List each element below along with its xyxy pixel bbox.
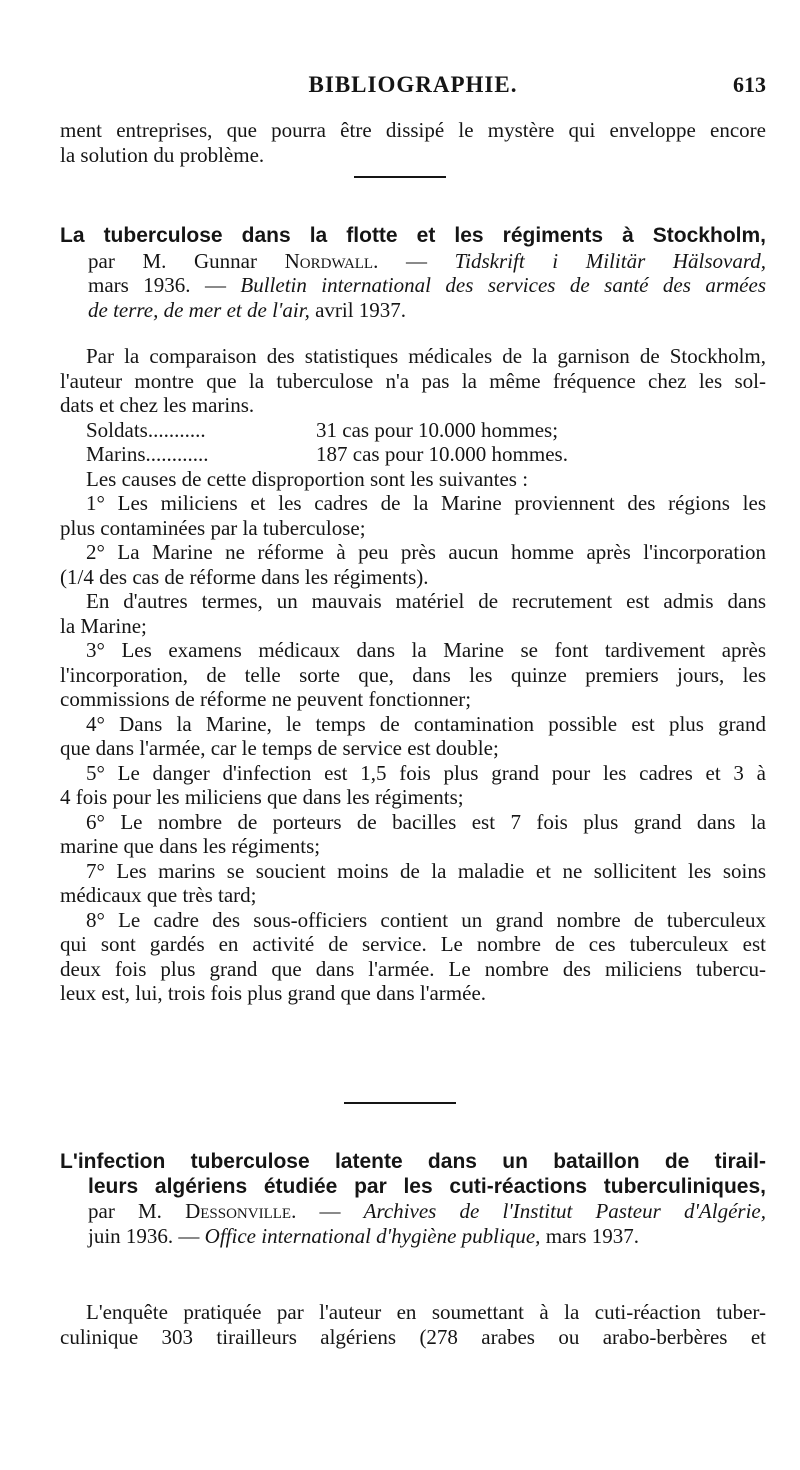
text-line: En d'autres termes, un mauvais matériel de recrutement est admis dans [86,589,766,613]
journal-title: Tidskrift i Militär Hälsovard, [454,248,767,273]
stat-label: Marins............ [86,442,209,466]
stat-label: Soldats........... [86,417,206,442]
text-line: 7° Les marins se soucient moins de la maladie et ne sollicitent les soins [86,858,766,883]
article-title: La tuberculose dans la flotte et les régiments à Stockholm, [60,224,766,247]
article-citation-line [60,1224,766,1249]
section-divider [344,1102,456,1104]
journal-title: de terre, de mer et de l'air, [88,297,310,322]
author-name: Nordwall [284,248,374,273]
journal-title: Office international d'hygiène publique, [204,1223,541,1248]
author-prefix: par M. [88,1199,186,1223]
article-citation-line [60,249,766,274]
stat-value: 31 cas pour 10.000 hommes; [316,417,559,442]
text-line: l'auteur montre que la tuberculose n'a pas la même fréquence chez les sol- [60,368,766,393]
text-line: qui sont gardés en activité de service. Le nombre de ces tuberculeux est [60,932,766,956]
text-line: culinique 303 tirailleurs algériens (278 arabes ou arabo-berbères et [60,1324,766,1349]
text-line: 4 fois pour les miliciens que dans les régiments; [60,785,464,809]
author-suffix: . — [373,248,455,273]
author-suffix: . — [291,1199,364,1223]
article-body [60,1300,766,1349]
text-line: 8° Le cadre des sous-officiers contient un grand nombre de tuberculeux [86,907,766,932]
text-line: la Marine; [60,613,147,638]
text-line: Les causes de cette disproportion sont les suivantes : [86,466,529,491]
citation-date: mars 1936. — [88,273,241,297]
text-line: médicaux que très tard; [60,883,257,907]
article-citation-line [60,1199,766,1224]
article-body [60,344,766,1006]
text-line: l'incorporation, de telle sorte que, dans les quinze premiers jours, les [60,662,766,687]
article-title: L'infection tuberculose latente dans un bataillon de tirail- [60,1150,766,1173]
journal-title: Archives de l'Institut Pasteur d'Algérie, [363,1199,766,1223]
running-header [60,72,766,102]
author-prefix: par M. Gunnar [88,248,285,273]
author-name: Dessonville [185,1199,292,1223]
intro-paragraph [60,118,766,167]
text-line: 1° Les miliciens et les cadres de la Marine proviennent des régions les [86,491,766,515]
article-citation-line [60,273,766,298]
text-line: 3° Les examens médicaux dans la Marine se font tardivement après [86,638,766,662]
text-line: plus contaminées par la tuberculose; [60,515,366,540]
text-line: marine que dans les régiments; [60,834,321,858]
journal-title: Bulletin international des services de santé des armées [240,273,766,297]
stat-value: 187 cas pour 10.000 hommes. [316,442,568,466]
text-line: deux fois plus grand que dans l'armée. Le nombre des miliciens tubercu- [60,956,766,981]
section-divider [354,176,446,178]
citation-date: juin 1936. — [88,1223,205,1248]
article-title: leurs algériens étudiée par les cuti-réactions tuberculiniques, [88,1174,766,1198]
text-line: Par la comparaison des statistiques médicales de la garnison de Stockholm, [86,344,766,368]
text-line: leux est, lui, trois fois plus grand que dans l'armée. [60,981,487,1005]
text-line: 4° Dans la Marine, le temps de contamination possible est plus grand [86,711,766,736]
text-line: 6° Le nombre de porteurs de bacilles est 7 fois plus grand dans la [86,809,766,834]
text-line: 2° La Marine ne réforme à peu près aucun homme après l'incorporation [86,540,766,564]
citation-date: avril 1937. [309,297,407,322]
citation-date: mars 1937. [540,1223,640,1248]
text-line: L'enquête pratiquée par l'auteur en soumettant à la cuti-réaction tuber- [86,1300,766,1324]
text-line: que dans l'armée, car le temps de service est double; [60,736,499,760]
text-line: (1/4 des cas de réforme dans les régiments). [60,564,429,589]
text-line: 5° Le danger d'infection est 1,5 fois plus grand pour les cadres et 3 à [86,760,766,785]
text-line: commissions de réforme ne peuvent fonctionner; [60,687,472,711]
article-heading [60,1150,766,1248]
article-citation-line [60,298,766,323]
text-line: dats et chez les marins. [60,393,255,417]
stat-row [60,418,766,443]
text-line: ment entreprises, que pourra être dissipé le mystère qui enveloppe encore [60,118,766,142]
stat-row [60,442,766,467]
text-line: la solution du problème. [60,142,265,167]
running-title: BIBLIOGRAPHIE. [308,72,518,97]
article-heading [60,224,766,322]
page-number: 613 [733,72,766,97]
